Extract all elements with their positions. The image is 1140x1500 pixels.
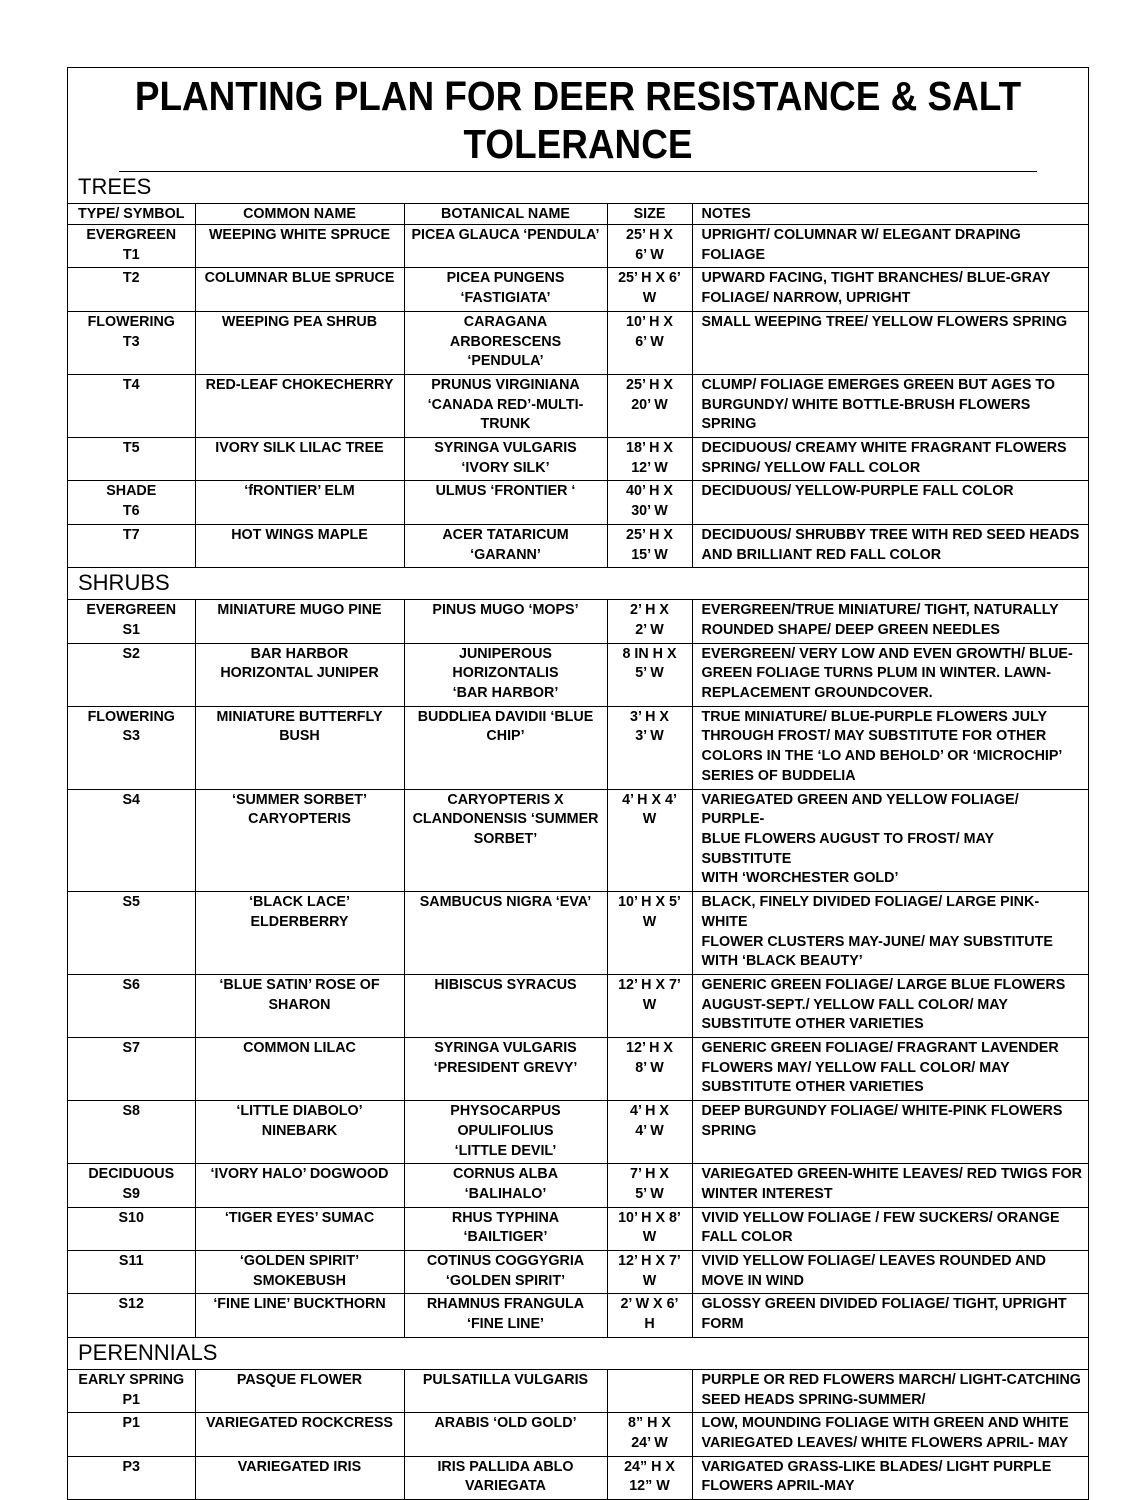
botanical-name-cell: PRUNUS VIRGINIANA ‘CANADA RED’-MULTI- TRUNK bbox=[404, 374, 607, 437]
notes-cell: EVERGREEN/TRUE MINIATURE/ TIGHT, NATURALLY ROUNDED SHAPE/ DEEP GREEN NEEDLES bbox=[692, 600, 1088, 643]
size-cell: 25’ H X 6’ W bbox=[607, 225, 692, 268]
column-header: COMMON NAME bbox=[195, 204, 404, 225]
notes-cell: VIVID YELLOW FOLIAGE/ LEAVES ROUNDED AND MOVE IN WIND bbox=[692, 1251, 1088, 1294]
section-header-row bbox=[68, 568, 1088, 600]
common-name-cell: MINIATURE BUTTERFLY BUSH bbox=[195, 706, 404, 789]
size-cell: 4’ H X 4’ W bbox=[607, 789, 692, 892]
type-symbol-cell: S11 bbox=[68, 1251, 195, 1294]
common-name-cell: PASQUE FLOWER bbox=[195, 1369, 404, 1412]
common-name-cell: WEEPING WHITE SPRUCE bbox=[195, 225, 404, 268]
common-name-cell: COMMON LILAC bbox=[195, 1038, 404, 1101]
common-name-cell: RED-LEAF CHOKECHERRY bbox=[195, 374, 404, 437]
common-name-cell: HOT WINGS MAPLE bbox=[195, 524, 404, 567]
notes-cell: VIVID YELLOW FOLIAGE / FEW SUCKERS/ ORANGE FALL COLOR bbox=[692, 1207, 1088, 1250]
type-symbol-cell: S2 bbox=[68, 643, 195, 706]
size-cell: 10’ H X 8’ W bbox=[607, 1207, 692, 1250]
section-title: TREES bbox=[68, 172, 1088, 204]
section-title: SHRUBS bbox=[68, 568, 1088, 600]
common-name-cell: MINIATURE MUGO PINE bbox=[195, 600, 404, 643]
column-header: BOTANICAL NAME bbox=[404, 204, 607, 225]
table-row bbox=[68, 1251, 1088, 1294]
size-cell: 12’ H X 7’ W bbox=[607, 1251, 692, 1294]
size-cell: 24” H X 12” W bbox=[607, 1456, 692, 1499]
table-row bbox=[68, 974, 1088, 1037]
table-row bbox=[68, 1413, 1088, 1456]
botanical-name-cell: HIBISCUS SYRACUS bbox=[404, 974, 607, 1037]
table-row bbox=[68, 1164, 1088, 1207]
type-symbol-cell: S5 bbox=[68, 892, 195, 975]
table-row bbox=[68, 438, 1088, 481]
type-symbol-cell: FLOWERING S3 bbox=[68, 706, 195, 789]
table-row bbox=[68, 374, 1088, 437]
botanical-name-cell: SYRINGA VULGARIS ‘IVORY SILK’ bbox=[404, 438, 607, 481]
common-name-cell: VARIEGATED IRIS bbox=[195, 1456, 404, 1499]
common-name-cell: ‘IVORY HALO’ DOGWOOD bbox=[195, 1164, 404, 1207]
table-row bbox=[68, 600, 1088, 643]
common-name-cell: COLUMNAR BLUE SPRUCE bbox=[195, 268, 404, 311]
size-cell: 2’ W X 6’ H bbox=[607, 1294, 692, 1337]
notes-cell: DECIDUOUS/ SHRUBBY TREE WITH RED SEED HEADS AND BRILLIANT RED FALL COLOR bbox=[692, 524, 1088, 567]
table-row bbox=[68, 311, 1088, 374]
notes-cell: EVERGREEN/ VERY LOW AND EVEN GROWTH/ BLUE- GREEN FOLIAGE TURNS PLUM IN WINTER. LAWN- REPLACEMENT GROUNDCOVER. bbox=[692, 643, 1088, 706]
type-symbol-cell: T7 bbox=[68, 524, 195, 567]
size-cell: 8” H X 24’ W bbox=[607, 1413, 692, 1456]
type-symbol-cell: S7 bbox=[68, 1038, 195, 1101]
notes-cell: UPWARD FACING, TIGHT BRANCHES/ BLUE-GRAY FOLIAGE/ NARROW, UPRIGHT bbox=[692, 268, 1088, 311]
type-symbol-cell: T2 bbox=[68, 268, 195, 311]
size-cell: 25’ H X 15’ W bbox=[607, 524, 692, 567]
botanical-name-cell: SYRINGA VULGARIS ‘PRESIDENT GREVY’ bbox=[404, 1038, 607, 1101]
botanical-name-cell: RHAMNUS FRANGULA ‘FINE LINE’ bbox=[404, 1294, 607, 1337]
column-header: NOTES bbox=[692, 204, 1088, 225]
botanical-name-cell: COTINUS COGGYGRIA ‘GOLDEN SPIRIT’ bbox=[404, 1251, 607, 1294]
notes-cell: DECIDUOUS/ CREAMY WHITE FRAGRANT FLOWERS SPRING/ YELLOW FALL COLOR bbox=[692, 438, 1088, 481]
size-cell: 12’ H X 8’ W bbox=[607, 1038, 692, 1101]
type-symbol-cell: EVERGREEN T1 bbox=[68, 225, 195, 268]
common-name-cell: ‘fRONTIER’ ELM bbox=[195, 481, 404, 524]
table-row bbox=[68, 1038, 1088, 1101]
table-row bbox=[68, 1207, 1088, 1250]
type-symbol-cell: S4 bbox=[68, 789, 195, 892]
table-row bbox=[68, 789, 1088, 892]
botanical-name-cell: JUNIPEROUS HORIZONTALIS ‘BAR HARBOR’ bbox=[404, 643, 607, 706]
common-name-cell: WEEPING PEA SHRUB bbox=[195, 311, 404, 374]
table-row bbox=[68, 481, 1088, 524]
size-cell: 3’ H X 3’ W bbox=[607, 706, 692, 789]
common-name-cell: ‘GOLDEN SPIRIT’ SMOKEBUSH bbox=[195, 1251, 404, 1294]
common-name-cell: ‘FINE LINE’ BUCKTHORN bbox=[195, 1294, 404, 1337]
notes-cell: GLOSSY GREEN DIVIDED FOLIAGE/ TIGHT, UPRIGHT FORM bbox=[692, 1294, 1088, 1337]
botanical-name-cell: PICEA GLAUCA ‘PENDULA’ bbox=[404, 225, 607, 268]
botanical-name-cell: PULSATILLA VULGARIS bbox=[404, 1369, 607, 1412]
common-name-cell: ‘TIGER EYES’ SUMAC bbox=[195, 1207, 404, 1250]
section-header-row bbox=[68, 172, 1088, 204]
column-header-row bbox=[68, 204, 1088, 225]
type-symbol-cell: EVERGREEN S1 bbox=[68, 600, 195, 643]
table-row bbox=[68, 1294, 1088, 1337]
size-cell: 8 IN H X 5’ W bbox=[607, 643, 692, 706]
table-row bbox=[68, 225, 1088, 268]
common-name-cell: VARIEGATED ROCKCRESS bbox=[195, 1413, 404, 1456]
planting-plan-document bbox=[67, 67, 1089, 1500]
common-name-cell: ‘BLACK LACE’ ELDERBERRY bbox=[195, 892, 404, 975]
table-row bbox=[68, 643, 1088, 706]
type-symbol-cell: P1 bbox=[68, 1413, 195, 1456]
type-symbol-cell: P3 bbox=[68, 1456, 195, 1499]
type-symbol-cell: SHADE T6 bbox=[68, 481, 195, 524]
notes-cell: VARIGATED GRASS-LIKE BLADES/ LIGHT PURPLE FLOWERS APRIL-MAY bbox=[692, 1456, 1088, 1499]
notes-cell: VARIEGATED GREEN AND YELLOW FOLIAGE/ PURPLE- BLUE FLOWERS AUGUST TO FROST/ MAY SUBSTITUTE WITH ‘WORCHESTER GOLD’ bbox=[692, 789, 1088, 892]
column-header: SIZE bbox=[607, 204, 692, 225]
table-row bbox=[68, 1369, 1088, 1412]
common-name-cell: IVORY SILK LILAC TREE bbox=[195, 438, 404, 481]
table-row bbox=[68, 1101, 1088, 1164]
botanical-name-cell: CARYOPTERIS X CLANDONENSIS ‘SUMMER SORBET’ bbox=[404, 789, 607, 892]
size-cell: 10’ H X 5’ W bbox=[607, 892, 692, 975]
botanical-name-cell: PHYSOCARPUS OPULIFOLIUS ‘LITTLE DEVIL’ bbox=[404, 1101, 607, 1164]
type-symbol-cell: S6 bbox=[68, 974, 195, 1037]
notes-cell: DEEP BURGUNDY FOLIAGE/ WHITE-PINK FLOWERS SPRING bbox=[692, 1101, 1088, 1164]
size-cell: 7’ H X 5’ W bbox=[607, 1164, 692, 1207]
notes-cell: GENERIC GREEN FOLIAGE/ LARGE BLUE FLOWERS AUGUST-SEPT./ YELLOW FALL COLOR/ MAY SUBSTITUTE OTHER VARIETIES bbox=[692, 974, 1088, 1037]
notes-cell: BLACK, FINELY DIVIDED FOLIAGE/ LARGE PINK-WHITE FLOWER CLUSTERS MAY-JUNE/ MAY SUBSTITUTE WITH ‘BLACK BEAUTY’ bbox=[692, 892, 1088, 975]
type-symbol-cell: T5 bbox=[68, 438, 195, 481]
botanical-name-cell: CARAGANA ARBORESCENS ‘PENDULA’ bbox=[404, 311, 607, 374]
section-header-row bbox=[68, 1337, 1088, 1369]
table-row bbox=[68, 524, 1088, 567]
notes-cell: GENERIC GREEN FOLIAGE/ FRAGRANT LAVENDER FLOWERS MAY/ YELLOW FALL COLOR/ MAY SUBSTITUTE OTHER VARIETIES bbox=[692, 1038, 1088, 1101]
section-title: PERENNIALS bbox=[68, 1337, 1088, 1369]
common-name-cell: ‘BLUE SATIN’ ROSE OF SHARON bbox=[195, 974, 404, 1037]
botanical-name-cell: PICEA PUNGENS ‘FASTIGIATA’ bbox=[404, 268, 607, 311]
botanical-name-cell: IRIS PALLIDA ABLO VARIEGATA bbox=[404, 1456, 607, 1499]
notes-cell: PURPLE OR RED FLOWERS MARCH/ LIGHT-CATCHING SEED HEADS SPRING-SUMMER/ bbox=[692, 1369, 1088, 1412]
size-cell: 18’ H X 12’ W bbox=[607, 438, 692, 481]
size-cell: 12’ H X 7’ W bbox=[607, 974, 692, 1037]
botanical-name-cell: RHUS TYPHINA ‘BAILTIGER’ bbox=[404, 1207, 607, 1250]
table-row bbox=[68, 268, 1088, 311]
table-row bbox=[68, 706, 1088, 789]
botanical-name-cell: CORNUS ALBA ‘BALIHALO’ bbox=[404, 1164, 607, 1207]
notes-cell: TRUE MINIATURE/ BLUE-PURPLE FLOWERS JULY THROUGH FROST/ MAY SUBSTITUTE FOR OTHER COLORS IN THE ‘LO AND BEHOLD’ OR ‘MICROCHIP’ SERIES OF BUDDELIA bbox=[692, 706, 1088, 789]
document-title: PLANTING PLAN FOR DEER RESISTANCE & SALT TOLERANCE bbox=[119, 68, 1037, 172]
notes-cell: CLUMP/ FOLIAGE EMERGES GREEN BUT AGES TO BURGUNDY/ WHITE BOTTLE-BRUSH FLOWERS SPRING bbox=[692, 374, 1088, 437]
size-cell: 2’ H X 2’ W bbox=[607, 600, 692, 643]
notes-cell: DECIDUOUS/ YELLOW-PURPLE FALL COLOR bbox=[692, 481, 1088, 524]
botanical-name-cell: BUDDLIEA DAVIDII ‘BLUE CHIP’ bbox=[404, 706, 607, 789]
common-name-cell: BAR HARBOR HORIZONTAL JUNIPER bbox=[195, 643, 404, 706]
notes-cell: UPRIGHT/ COLUMNAR W/ ELEGANT DRAPING FOLIAGE bbox=[692, 225, 1088, 268]
size-cell bbox=[607, 1369, 692, 1412]
size-cell: 10’ H X 6’ W bbox=[607, 311, 692, 374]
planting-table bbox=[68, 172, 1088, 1499]
type-symbol-cell: S10 bbox=[68, 1207, 195, 1250]
notes-cell: VARIEGATED GREEN-WHITE LEAVES/ RED TWIGS FOR WINTER INTEREST bbox=[692, 1164, 1088, 1207]
size-cell: 25’ H X 20’ W bbox=[607, 374, 692, 437]
notes-cell: SMALL WEEPING TREE/ YELLOW FLOWERS SPRING bbox=[692, 311, 1088, 374]
column-header: TYPE/ SYMBOL bbox=[68, 204, 195, 225]
type-symbol-cell: DECIDUOUS S9 bbox=[68, 1164, 195, 1207]
table-row bbox=[68, 892, 1088, 975]
type-symbol-cell: S12 bbox=[68, 1294, 195, 1337]
type-symbol-cell: EARLY SPRING P1 bbox=[68, 1369, 195, 1412]
size-cell: 25’ H X 6’ W bbox=[607, 268, 692, 311]
botanical-name-cell: SAMBUCUS NIGRA ‘EVA’ bbox=[404, 892, 607, 975]
botanical-name-cell: ACER TATARICUM ‘GARANN’ bbox=[404, 524, 607, 567]
common-name-cell: ‘SUMMER SORBET’ CARYOPTERIS bbox=[195, 789, 404, 892]
size-cell: 40’ H X 30’ W bbox=[607, 481, 692, 524]
type-symbol-cell: T4 bbox=[68, 374, 195, 437]
type-symbol-cell: S8 bbox=[68, 1101, 195, 1164]
type-symbol-cell: FLOWERING T3 bbox=[68, 311, 195, 374]
table-row bbox=[68, 1456, 1088, 1499]
notes-cell: LOW, MOUNDING FOLIAGE WITH GREEN AND WHITE VARIEGATED LEAVES/ WHITE FLOWERS APRIL- MAY bbox=[692, 1413, 1088, 1456]
botanical-name-cell: ARABIS ‘OLD GOLD’ bbox=[404, 1413, 607, 1456]
botanical-name-cell: ULMUS ‘FRONTIER ‘ bbox=[404, 481, 607, 524]
size-cell: 4’ H X 4’ W bbox=[607, 1101, 692, 1164]
botanical-name-cell: PINUS MUGO ‘MOPS’ bbox=[404, 600, 607, 643]
common-name-cell: ‘LITTLE DIABOLO’ NINEBARK bbox=[195, 1101, 404, 1164]
